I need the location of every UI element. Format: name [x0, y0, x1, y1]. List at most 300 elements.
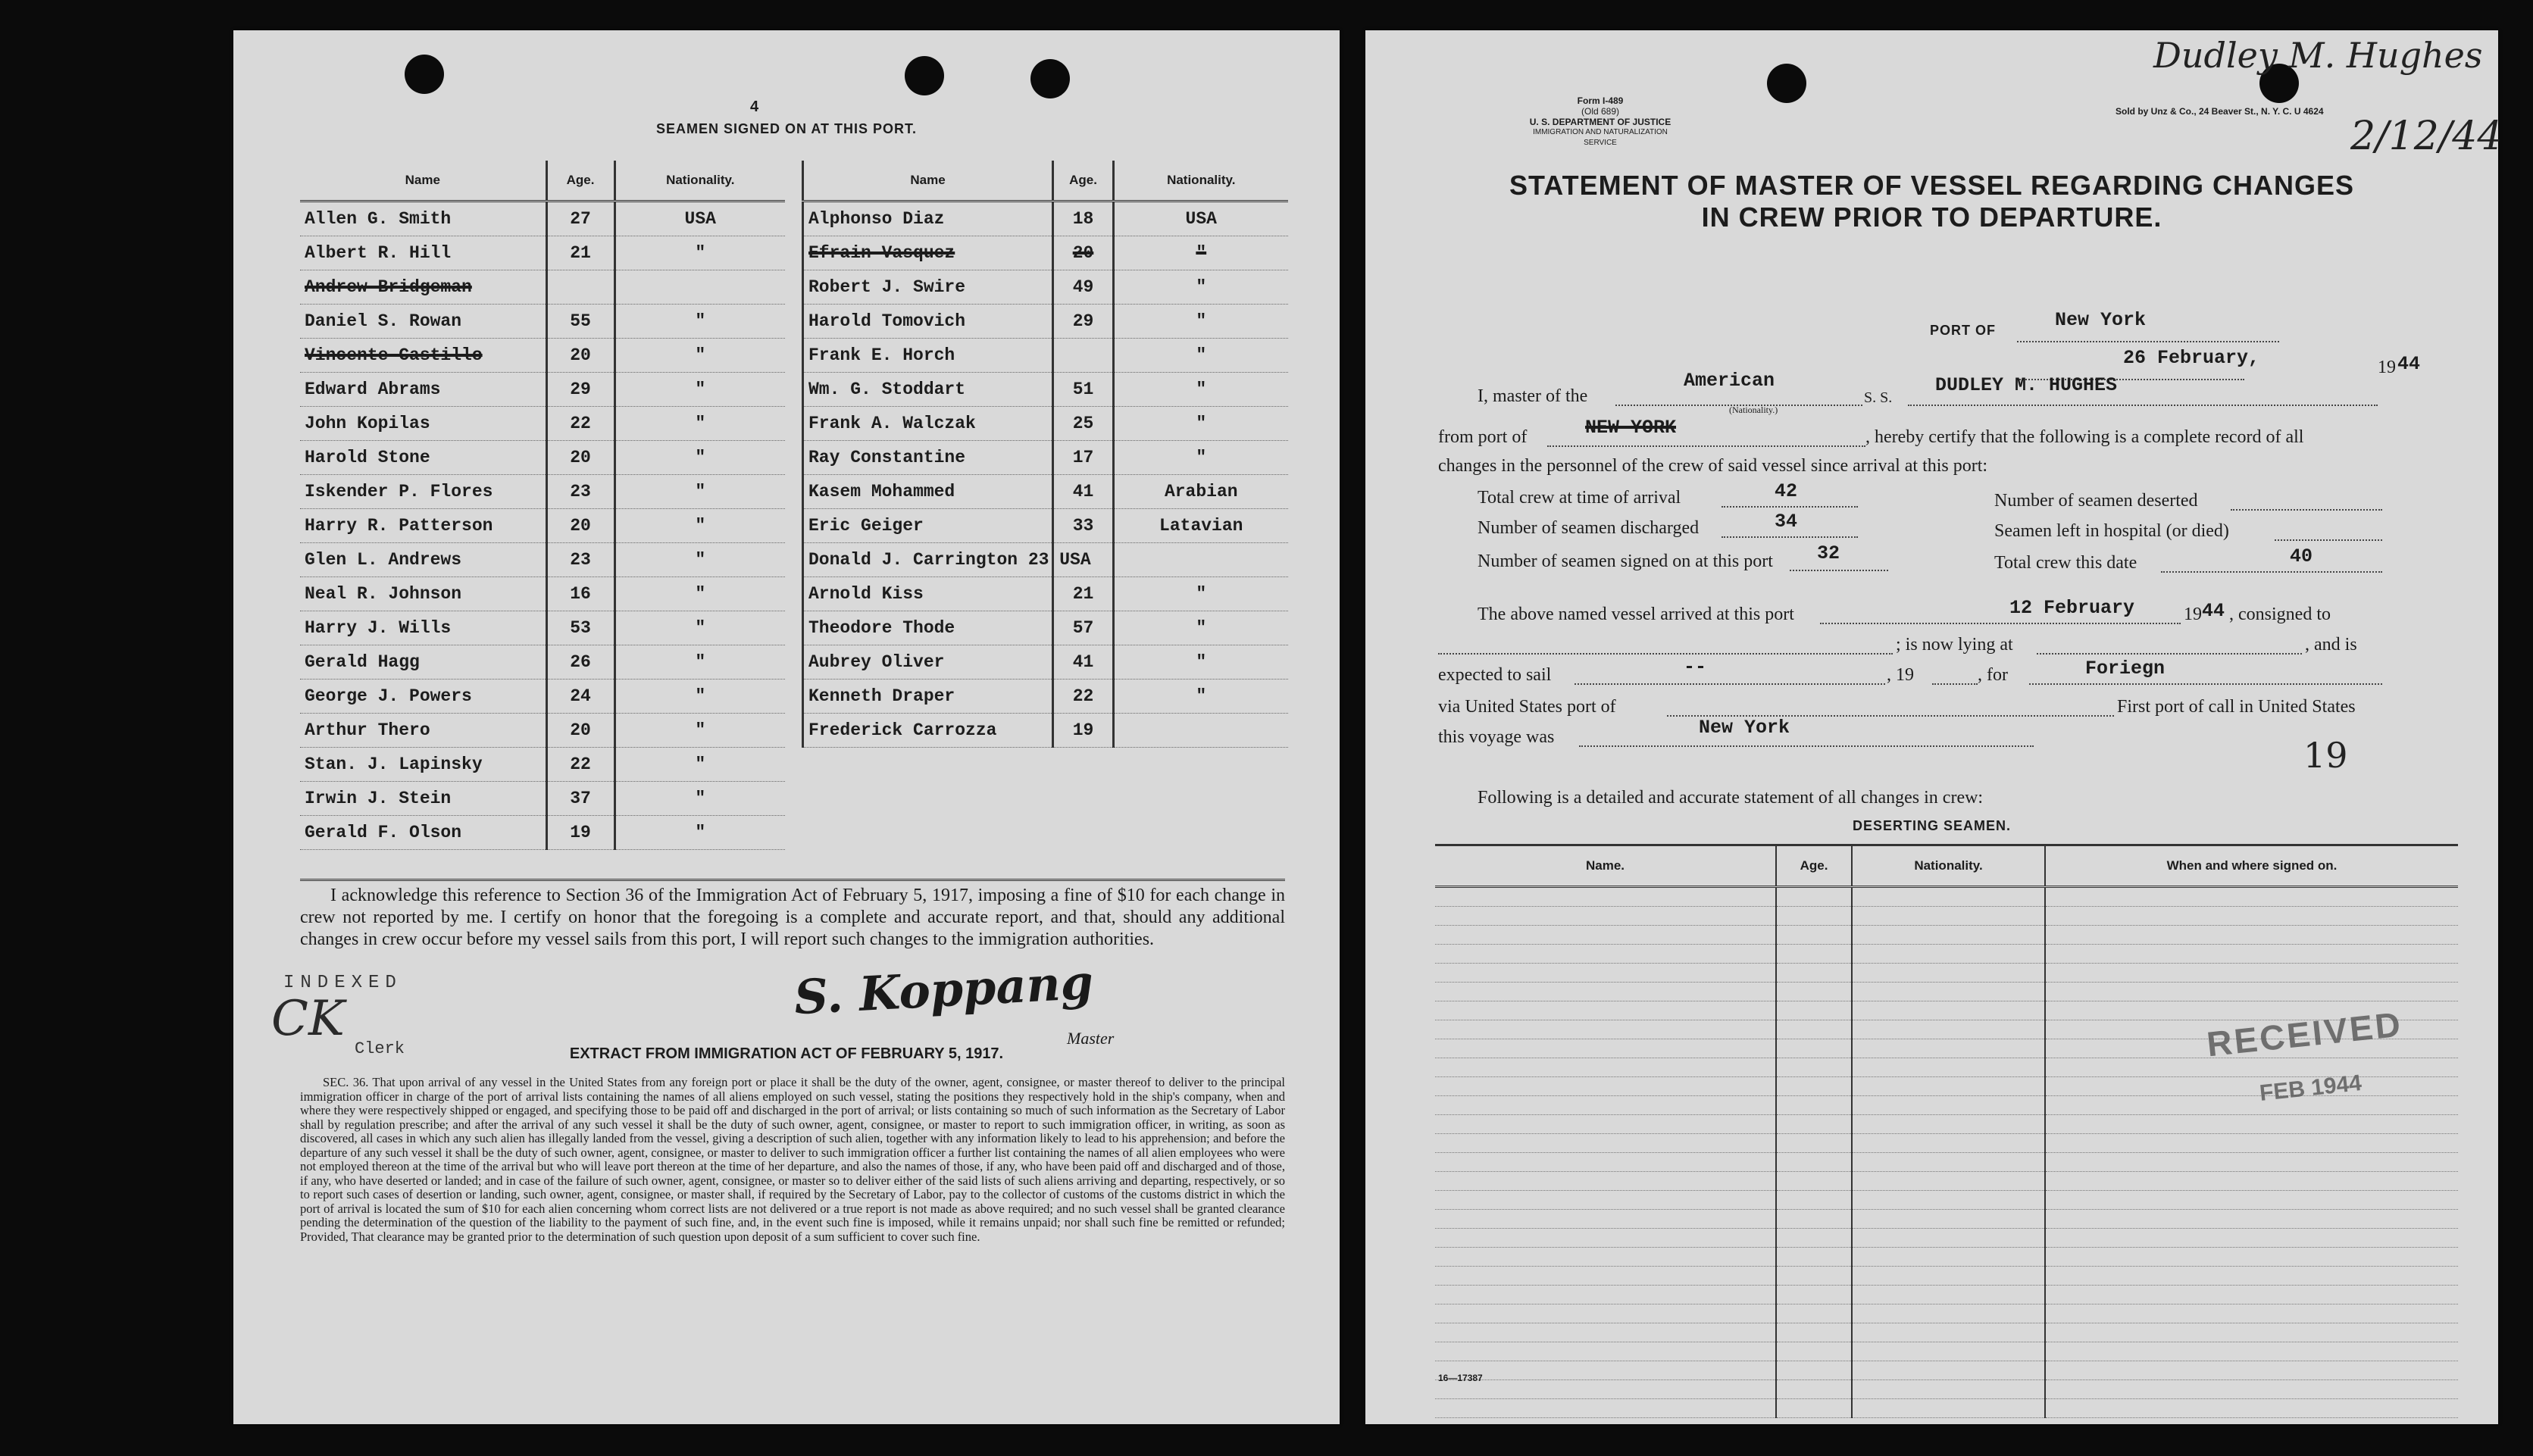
deserting-cell	[2045, 983, 2458, 1001]
table-row	[803, 543, 1288, 577]
via-label: via United States port of	[1438, 697, 1616, 717]
seaman-nationality: "	[1114, 680, 1288, 714]
deserting-row	[1435, 1172, 2458, 1191]
table-row	[803, 339, 1288, 373]
seaman-age: 24	[546, 680, 614, 714]
seaman-nationality: "	[614, 611, 785, 645]
table-row	[300, 270, 785, 305]
following-text: Following is a detailed and accurate statement of all changes in crew:	[1478, 788, 1984, 808]
changes-text: changes in the personnel of the crew of said vessel since arrival at this port:	[1438, 456, 1988, 476]
seaman-age: 20	[1053, 236, 1114, 270]
deserting-cell	[1435, 1172, 1776, 1191]
seaman-nationality: "	[1114, 305, 1288, 339]
deserting-cell	[1776, 1210, 1852, 1229]
for-value: Foriegn	[2085, 658, 2166, 680]
deserting-cell	[1776, 964, 1852, 983]
seaman-age: 23	[546, 543, 614, 577]
deserting-row	[1435, 1267, 2458, 1286]
deserting-cell	[1776, 1039, 1852, 1058]
acknowledgement-text: I acknowledge this reference to Section 36 of the Immigration Act of February 5, 1917, imposing a fine of $10 for each change in crew not reported by me. I certify on honor that the foregoing is a complete and accurate report, and that, should any additional changes in crew occur before my vessel sails from this port, I will report such changes to the immigration authorities.	[300, 886, 1285, 949]
seaman-nationality: "	[1114, 577, 1288, 611]
seaman-name: Allen G. Smith	[300, 202, 546, 236]
deserting-cell	[1852, 1115, 2045, 1134]
deserting-cell	[1776, 983, 1852, 1001]
voyage-label: this voyage was	[1438, 727, 1555, 747]
deserting-cell	[1435, 1153, 1776, 1172]
nationality-value: American	[1684, 370, 1775, 392]
arrived-label: The above named vessel arrived at this port	[1478, 605, 1794, 624]
deserting-cell	[1852, 1342, 2045, 1361]
lying-label: ; is now lying at	[1896, 635, 2013, 655]
deserting-cell	[1435, 887, 1776, 907]
seaman-age: 19	[1053, 714, 1114, 748]
seaman-name: Donald J. Carrington 23 USA	[803, 543, 1053, 577]
form-old: (Old 689)	[1581, 106, 1620, 117]
deserting-cell	[1852, 1210, 2045, 1229]
deserting-cell	[1435, 1286, 1776, 1304]
deserting-cell	[1435, 1267, 1776, 1286]
deserting-when-header: When and where signed on.	[2045, 845, 2458, 887]
service: IMMIGRATION AND NATURALIZATION SERVICE	[1533, 128, 1668, 147]
seaman-nationality: "	[1114, 645, 1288, 680]
seaman-age: 18	[1053, 202, 1114, 236]
table-row	[803, 202, 1288, 236]
department: U. S. DEPARTMENT OF JUSTICE	[1529, 117, 1671, 127]
deserting-cell	[1776, 887, 1852, 907]
table-row	[803, 714, 1288, 748]
seaman-age: 17	[1053, 441, 1114, 475]
seaman-name: Harold Tomovich	[803, 305, 1053, 339]
deserting-cell	[1852, 1380, 2045, 1399]
table-row	[803, 236, 1288, 270]
deserting-cell	[1776, 1020, 1852, 1039]
table-row	[300, 305, 785, 339]
seaman-age: 37	[546, 782, 614, 816]
and-is-label: , and is	[2305, 635, 2357, 655]
seaman-age: 51	[1053, 373, 1114, 407]
seaman-name: Harold Stone	[300, 441, 546, 475]
deserting-cell	[1776, 1304, 1852, 1323]
seaman-name: Arthur Thero	[300, 714, 546, 748]
seaman-nationality: "	[1114, 373, 1288, 407]
seaman-age: 26	[546, 645, 614, 680]
deserting-cell	[1776, 1134, 1852, 1153]
table-row	[300, 816, 785, 850]
seaman-age: 21	[1053, 577, 1114, 611]
deserting-row	[1435, 1286, 2458, 1304]
form-header	[1524, 95, 1676, 148]
seaman-age: 27	[546, 202, 614, 236]
page-number: 4	[750, 98, 759, 115]
seaman-age: 21	[546, 236, 614, 270]
deserting-cell	[1776, 945, 1852, 964]
punch-hole	[405, 55, 444, 94]
seaman-name: Harry J. Wills	[300, 611, 546, 645]
seaman-name: Wm. G. Stoddart	[803, 373, 1053, 407]
deserting-cell	[1852, 1267, 2045, 1286]
deserting-cell	[1776, 1058, 1852, 1077]
seaman-nationality: "	[1114, 611, 1288, 645]
deserting-cell	[2045, 1361, 2458, 1380]
clerk-stamp: Clerk	[355, 1039, 405, 1058]
from-port-label: from port of	[1438, 427, 1528, 447]
seaman-name: Gerald F. Olson	[300, 816, 546, 850]
deserting-row	[1435, 926, 2458, 945]
seaman-age: 20	[546, 714, 614, 748]
seaman-name: Iskender P. Flores	[300, 475, 546, 509]
clerk-initials: CK	[271, 991, 345, 1047]
seaman-nationality	[1114, 714, 1288, 748]
deserting-cell	[2045, 926, 2458, 945]
deserting-cell	[2045, 1229, 2458, 1248]
table-row	[300, 748, 785, 782]
table-row	[300, 407, 785, 441]
table-row	[300, 680, 785, 714]
deserting-cell	[1852, 964, 2045, 983]
seaman-name: Theodore Thode	[803, 611, 1053, 645]
deserting-name-header: Name.	[1435, 845, 1776, 887]
seaman-age: 41	[1053, 645, 1114, 680]
extract-title: EXTRACT FROM IMMIGRATION ACT OF FEBRUARY 5, 1917.	[569, 1045, 1004, 1062]
table-row	[803, 305, 1288, 339]
seaman-age: 22	[546, 407, 614, 441]
deserting-cell	[1776, 1001, 1852, 1020]
seaman-nationality: "	[614, 407, 785, 441]
deserting-row	[1435, 887, 2458, 907]
seaman-name: John Kopilas	[300, 407, 546, 441]
deserting-cell	[1435, 1039, 1776, 1058]
date-value: 26 February,	[2123, 347, 2260, 369]
seaman-nationality: "	[614, 373, 785, 407]
voyage-value: New York	[1699, 717, 1790, 739]
title-line-2: IN CREW PRIOR TO DEPARTURE.	[1701, 202, 2162, 233]
deserting-cell	[1852, 1248, 2045, 1267]
discharged-label: Number of seamen discharged	[1478, 518, 1700, 538]
divider	[300, 879, 1285, 881]
seaman-nationality: "	[614, 475, 785, 509]
vessel-name: DUDLEY M. HUGHES	[1935, 374, 2118, 396]
seaman-nationality: "	[614, 714, 785, 748]
seaman-name: Eric Geiger	[803, 509, 1053, 543]
deserting-cell	[1776, 1267, 1852, 1286]
table-row	[300, 509, 785, 543]
table-row	[300, 543, 785, 577]
form-number: Form I-489	[1577, 95, 1624, 106]
seaman-age: 29	[1053, 305, 1114, 339]
deserting-cell	[1435, 926, 1776, 945]
deserting-cell	[1776, 1323, 1852, 1342]
seaman-age	[546, 270, 614, 305]
nationality-header: Nationality.	[1114, 161, 1288, 202]
signed-on-label: Number of seamen signed on at this port	[1478, 551, 1773, 571]
left-page	[233, 30, 1340, 1424]
deserting-cell	[1435, 1058, 1776, 1077]
deserting-cell	[1435, 1361, 1776, 1380]
deserting-cell	[1852, 1020, 2045, 1039]
deserting-cell	[2045, 1172, 2458, 1191]
deserting-cell	[2045, 945, 2458, 964]
seaman-age: 57	[1053, 611, 1114, 645]
first-port-label: First port of call in United States	[2117, 697, 2356, 717]
total-crew-arrival: 42	[1775, 480, 1798, 502]
seaman-age	[1053, 339, 1114, 373]
deserting-cell	[1852, 1286, 2045, 1304]
deserting-cell	[1435, 1077, 1776, 1096]
table-row	[803, 680, 1288, 714]
seaman-name: Arnold Kiss	[803, 577, 1053, 611]
deserting-cell	[1435, 983, 1776, 1001]
seaman-name: Daniel S. Rowan	[300, 305, 546, 339]
deserting-cell	[1776, 1229, 1852, 1248]
deserting-cell	[1776, 1342, 1852, 1361]
hospital-label: Seamen left in hospital (or died)	[1994, 521, 2229, 541]
deserting-cell	[1852, 1001, 2045, 1020]
deserting-row	[1435, 1153, 2458, 1172]
seaman-nationality	[614, 270, 785, 305]
seaman-name: Ray Constantine	[803, 441, 1053, 475]
deserting-cell	[1435, 1191, 1776, 1210]
deserting-row	[1435, 1380, 2458, 1399]
arrived-year-prefix: 19	[2184, 605, 2202, 624]
deserting-cell	[1852, 1134, 2045, 1153]
form-code: 16—17387	[1438, 1373, 1483, 1383]
deserting-cell	[1852, 1172, 2045, 1191]
seaman-name: Frederick Carrozza	[803, 714, 1053, 748]
deserting-cell	[1852, 1039, 2045, 1058]
deserting-cell	[1435, 1399, 1776, 1418]
right-page	[1365, 30, 2503, 1424]
deserting-cell	[1852, 926, 2045, 945]
deserting-row	[1435, 1361, 2458, 1380]
seaman-nationality	[1114, 543, 1288, 577]
deserting-cell	[1852, 1229, 2045, 1248]
deserting-cell	[1435, 1001, 1776, 1020]
table-row	[300, 373, 785, 407]
master-of-label: I, master of the	[1478, 386, 1588, 406]
deserting-cell	[1852, 907, 2045, 926]
seaman-nationality: "	[1114, 407, 1288, 441]
deserting-age-header: Age.	[1776, 845, 1852, 887]
seaman-nationality: "	[614, 816, 785, 850]
deserting-row	[1435, 964, 2458, 983]
seaman-nationality: "	[614, 577, 785, 611]
seaman-name: Kenneth Draper	[803, 680, 1053, 714]
deserting-row	[1435, 1058, 2458, 1077]
seaman-age: 49	[1053, 270, 1114, 305]
seaman-age: 22	[546, 748, 614, 782]
table-row	[803, 407, 1288, 441]
deserting-cell	[1435, 1323, 1776, 1342]
deserting-cell	[1776, 1380, 1852, 1399]
deserting-row	[1435, 1115, 2458, 1134]
seaman-nationality: "	[614, 782, 785, 816]
seaman-name: Robert J. Swire	[803, 270, 1053, 305]
deserting-cell	[2045, 1210, 2458, 1229]
seaman-age: 16	[546, 577, 614, 611]
handwritten-date: 2/12/44	[2350, 114, 2503, 159]
seaman-nationality: USA	[1114, 202, 1288, 236]
total-crew-date-value: 40	[2290, 545, 2313, 567]
seaman-nationality: "	[614, 236, 785, 270]
deserting-cell	[2045, 1077, 2458, 1096]
deserting-cell	[2045, 1323, 2458, 1342]
section-title: SEAMEN SIGNED ON AT THIS PORT.	[655, 121, 918, 136]
date-year: 44	[2397, 353, 2421, 375]
expected-label: expected to sail	[1438, 665, 1552, 685]
seaman-age: 20	[546, 339, 614, 373]
deserting-cell	[2045, 1134, 2458, 1153]
deserting-cell	[1776, 1077, 1852, 1096]
deserting-cell	[1435, 964, 1776, 983]
deserting-cell	[1852, 1399, 2045, 1418]
deserting-cell	[1852, 1153, 2045, 1172]
nationality-caption: (Nationality.)	[1729, 405, 1778, 415]
deserting-row	[1435, 1134, 2458, 1153]
deserting-cell	[1852, 945, 2045, 964]
seaman-name: Gerald Hagg	[300, 645, 546, 680]
discharged-value: 34	[1775, 511, 1798, 533]
deserting-cell	[1435, 1115, 1776, 1134]
seaman-nationality: "	[614, 305, 785, 339]
seamen-table-left	[300, 161, 785, 850]
handwritten-19: 19	[2303, 735, 2348, 776]
deserting-cell	[2045, 1096, 2458, 1115]
deserting-cell	[1852, 983, 2045, 1001]
deserting-table	[1435, 844, 2458, 1418]
arrived-year: 44	[2202, 600, 2225, 622]
deserting-cell	[1435, 1248, 1776, 1267]
seaman-nationality: "	[1114, 236, 1288, 270]
name-header: Name	[803, 161, 1053, 202]
seaman-nationality: "	[614, 748, 785, 782]
table-row	[300, 339, 785, 373]
deserting-cell	[2045, 1286, 2458, 1304]
deserting-cell	[1776, 1399, 1852, 1418]
for-label: , for	[1978, 665, 2008, 685]
expected-year: , 19	[1887, 665, 1914, 685]
nationality-header: Nationality.	[614, 161, 785, 202]
seaman-age: 41	[1053, 475, 1114, 509]
deserting-cell	[1776, 926, 1852, 945]
deserting-cell	[1435, 1134, 1776, 1153]
ss-label: S. S.	[1864, 389, 1893, 406]
seaman-age: 23	[546, 475, 614, 509]
punch-hole	[905, 56, 944, 95]
deserting-cell	[1852, 1304, 2045, 1323]
table-row	[803, 475, 1288, 509]
deserting-row	[1435, 1229, 2458, 1248]
seaman-name: Vincente Castillo	[300, 339, 546, 373]
signed-on-value: 32	[1817, 542, 1840, 564]
deserting-cell	[2045, 1380, 2458, 1399]
seaman-name: Irwin J. Stein	[300, 782, 546, 816]
deserting-cell	[2045, 1342, 2458, 1361]
deserting-cell	[1852, 1361, 2045, 1380]
deserting-cell	[1852, 1096, 2045, 1115]
deserting-cell	[1776, 1115, 1852, 1134]
table-row	[300, 611, 785, 645]
expected-value: --	[1684, 656, 1707, 678]
seaman-nationality: "	[614, 543, 785, 577]
seaman-nationality: Latavian	[1114, 509, 1288, 543]
table-row	[803, 270, 1288, 305]
deserting-cell	[2045, 1399, 2458, 1418]
punch-hole	[1767, 64, 1806, 103]
table-row	[803, 577, 1288, 611]
seaman-nationality: "	[614, 509, 785, 543]
deserting-cell	[1852, 1191, 2045, 1210]
deserting-cell	[1852, 1323, 2045, 1342]
received-date: FEB 1944	[2258, 1070, 2363, 1106]
seaman-age: 20	[546, 509, 614, 543]
deserting-cell	[2045, 887, 2458, 907]
deserting-cell	[1776, 1172, 1852, 1191]
deserting-cell	[1852, 887, 2045, 907]
seaman-age: 20	[546, 441, 614, 475]
deserting-row	[1435, 1342, 2458, 1361]
table-row	[803, 611, 1288, 645]
seaman-nationality: "	[614, 645, 785, 680]
deserting-cell	[1776, 1153, 1852, 1172]
deserting-row	[1435, 1304, 2458, 1323]
name-header: Name	[300, 161, 546, 202]
deserting-cell	[2045, 1248, 2458, 1267]
seaman-nationality: "	[1114, 270, 1288, 305]
seaman-name: Alphonso Diaz	[803, 202, 1053, 236]
arrived-value: 12 February	[2009, 597, 2135, 619]
consigned-label: , consigned to	[2229, 605, 2331, 624]
port-label: PORT OF	[1930, 323, 1996, 338]
deserting-cell	[1776, 1096, 1852, 1115]
seaman-name: Aubrey Oliver	[803, 645, 1053, 680]
seaman-age: 53	[546, 611, 614, 645]
date-year-prefix: 19	[2378, 358, 2396, 377]
deserting-row	[1435, 1399, 2458, 1418]
deserting-cell	[1776, 907, 1852, 926]
certify-text: , hereby certify that the following is a complete record of all	[1865, 427, 2304, 447]
deserting-cell	[1435, 907, 1776, 926]
printer-line: Sold by Unz & Co., 24 Beaver St., N. Y. C. U 4624	[2116, 106, 2324, 117]
port-value: New York	[2055, 309, 2147, 331]
deserting-cell	[1435, 1210, 1776, 1229]
seaman-nationality: "	[614, 339, 785, 373]
seaman-name: Frank E. Horch	[803, 339, 1053, 373]
deserting-row	[1435, 907, 2458, 926]
indexed-stamp: INDEXED	[283, 973, 402, 993]
deserting-cell	[2045, 964, 2458, 983]
table-row	[300, 441, 785, 475]
age-header: Age.	[1053, 161, 1114, 202]
seaman-name: Andrew Bridgeman	[300, 270, 546, 305]
handwritten-vessel-name: Dudley M. Hughes	[2153, 35, 2483, 76]
deserting-cell	[1852, 1077, 2045, 1096]
deserting-nationality-header: Nationality.	[1852, 845, 2045, 887]
seaman-age: 19	[546, 816, 614, 850]
deserting-cell	[1776, 1248, 1852, 1267]
seaman-name: Neal R. Johnson	[300, 577, 546, 611]
table-row	[803, 509, 1288, 543]
seaman-age: 25	[1053, 407, 1114, 441]
seaman-age: 55	[546, 305, 614, 339]
deserting-cell	[2045, 1058, 2458, 1077]
deserting-cell	[2045, 1304, 2458, 1323]
age-header: Age.	[546, 161, 614, 202]
seaman-name: Efrain Vasquez	[803, 236, 1053, 270]
seaman-nationality: Arabian	[1114, 475, 1288, 509]
deserting-cell	[2045, 1115, 2458, 1134]
seamen-table-right	[802, 161, 1288, 748]
from-port-value: NEW YORK	[1585, 417, 1677, 439]
